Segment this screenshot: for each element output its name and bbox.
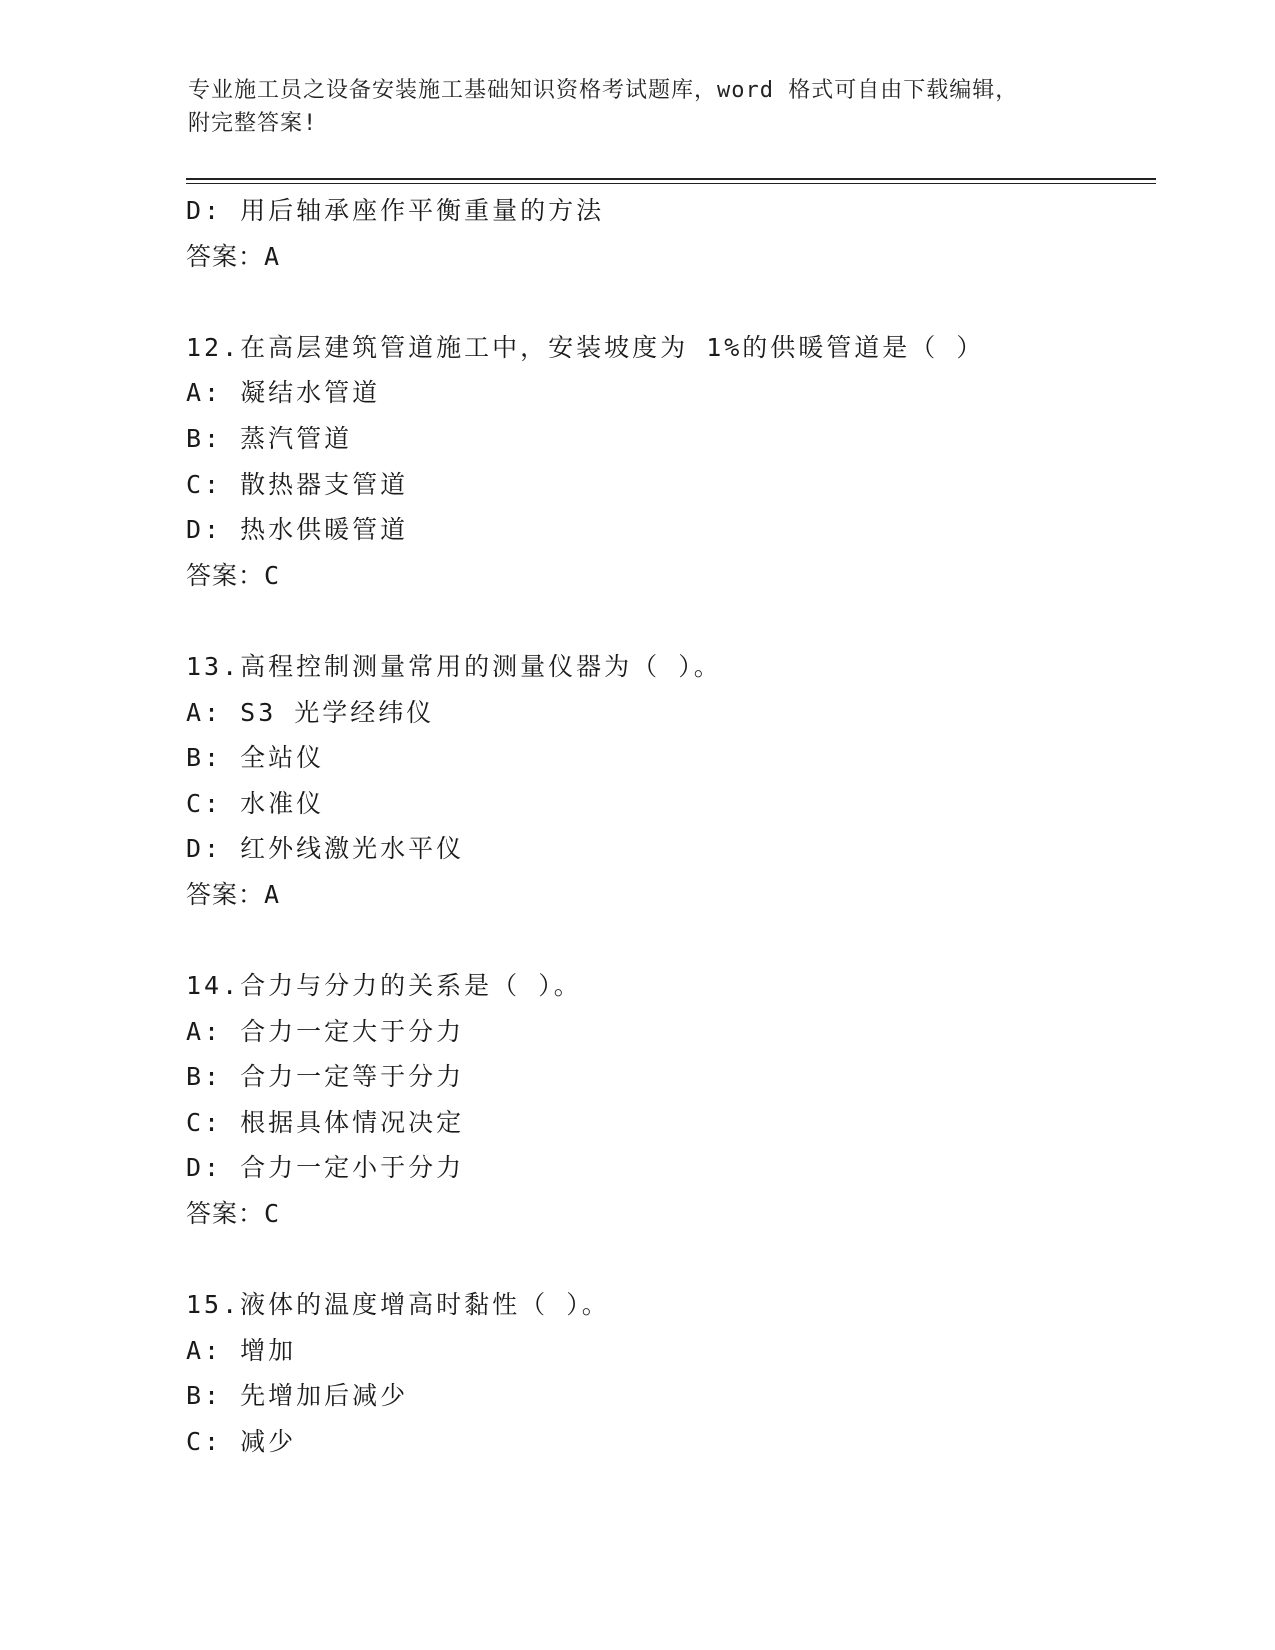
option-b: B: 先增加后减少: [186, 1381, 409, 1411]
question-gap: [186, 279, 1146, 325]
option-c: C: 根据具体情况决定: [186, 1107, 465, 1137]
question-text: 14.合力与分力的关系是（ ）。: [186, 971, 582, 1001]
header-line-1: 专业施工员之设备安装施工基础知识资格考试题库，word 格式可自由下载编辑，: [188, 78, 1019, 103]
answer-line: [186, 553, 1146, 599]
answer-value: A: [264, 879, 281, 909]
question-text: 13.高程控制测量常用的测量仪器为（ ）。: [186, 651, 722, 681]
option-b: B: 蒸汽管道: [186, 423, 353, 453]
option-d: D: 合力一定小于分力: [186, 1153, 465, 1183]
option-d: D: 热水供暖管道: [186, 515, 409, 545]
option-c: C: 散热器支管道: [186, 469, 409, 499]
option-d: D: 用后轴承座作平衡重量的方法: [186, 196, 605, 225]
page-header: [188, 74, 1088, 140]
question-gap: [186, 598, 1146, 644]
option-d: D: 红外线激光水平仪: [186, 834, 465, 864]
header-divider-thin: [186, 183, 1156, 184]
answer-value: A: [264, 241, 281, 271]
option-b: B: 合力一定等于分力: [186, 1062, 465, 1092]
answer-label: 答案：: [186, 879, 265, 909]
answer-label: 答案：: [186, 560, 265, 590]
question-text: 12.在高层建筑管道施工中，安装坡度为 1%的供暖管道是（ ）: [186, 332, 985, 362]
answer-value: C: [264, 560, 281, 590]
answer-label: 答案：: [186, 241, 265, 271]
question-text: 15.液体的温度增高时黏性（ ）。: [186, 1290, 610, 1320]
option-a: A: 增加: [186, 1335, 297, 1365]
header-divider: [186, 178, 1156, 180]
answer-label: 答案：: [186, 1199, 265, 1229]
answer-line: [186, 1191, 1146, 1237]
option-c: C: 水准仪: [186, 788, 325, 818]
answer-value: C: [264, 1199, 281, 1229]
header-line-2: 附完整答案!: [188, 111, 318, 136]
question-gap: [186, 918, 1146, 964]
answer-line: [186, 234, 1146, 280]
option-a: A: 合力一定大于分力: [186, 1016, 465, 1046]
answer-line: [186, 872, 1146, 918]
question-list: [186, 188, 1146, 1465]
question-gap: [186, 1237, 1146, 1283]
option-a: A: 凝结水管道: [186, 378, 381, 408]
option-a: A: S3 光学经纬仪: [186, 697, 435, 727]
option-c: C: 减少: [186, 1427, 297, 1457]
option-b: B: 全站仪: [186, 743, 325, 773]
